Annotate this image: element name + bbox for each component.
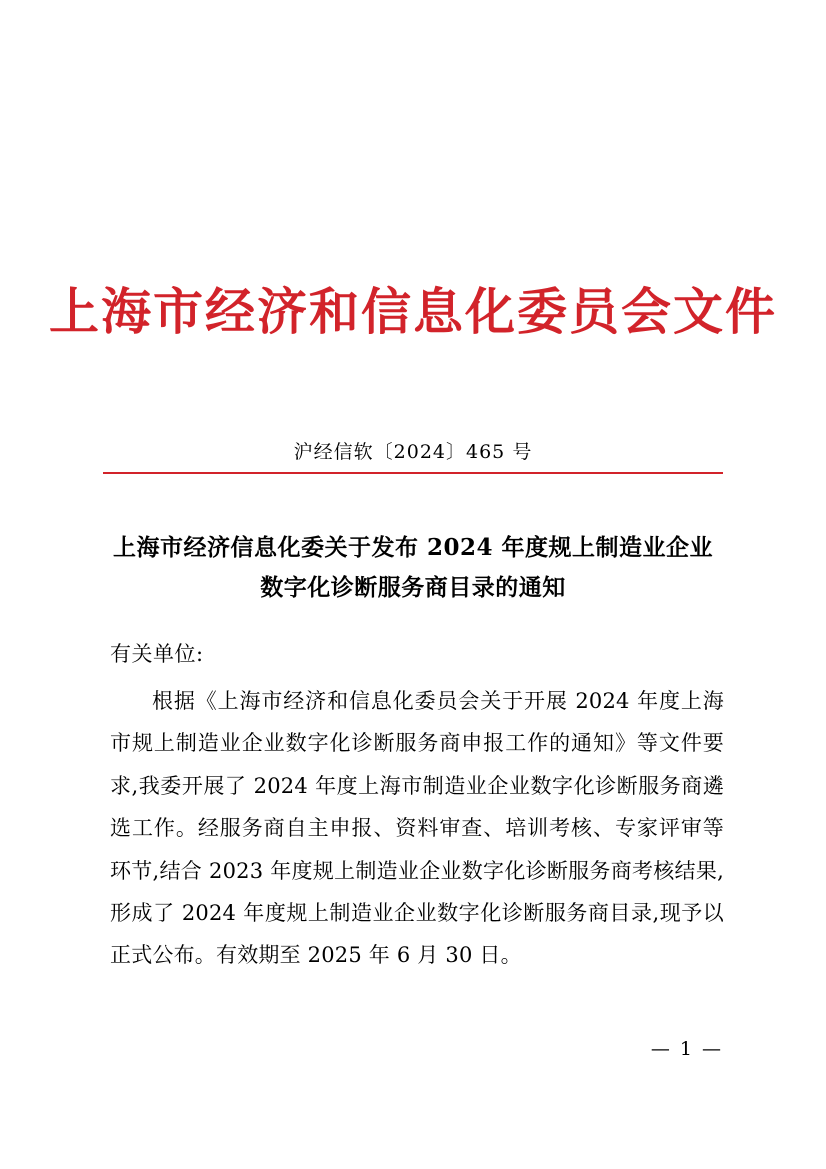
- page-number: — 1 —: [650, 1038, 723, 1060]
- body-paragraph: 根据《上海市经济和信息化委员会关于开展 2024 年度上海市规上制造业企业数字化诊断服务商申报工作的通知》等文件要求,我委开展了 2024 年度上海市制造业企业数字化诊断服务商遴选工作。经服务商自主申报、资料审查、培训考核、专家评审等环节,结合 2023 年度规上制造业企业数字化诊断服务商考核结果,形成了 2024 年度规上制造业企业数字化诊断服务商目录,现予以正式公布。有效期至 2025 年 6 月 30 日。: [110, 689, 724, 968]
- salutation: 有关单位:: [110, 642, 204, 666]
- document-masthead: 上海市经济和信息化委员会文件: [49, 282, 777, 341]
- page-title: 上海市经济信息化委关于发布 2024 年度规上制造业企业数字化诊断服务商目录的通知: [112, 534, 714, 602]
- red-divider-rule: [103, 472, 723, 474]
- document-number: 沪经信软〔2024〕465 号: [293, 441, 533, 463]
